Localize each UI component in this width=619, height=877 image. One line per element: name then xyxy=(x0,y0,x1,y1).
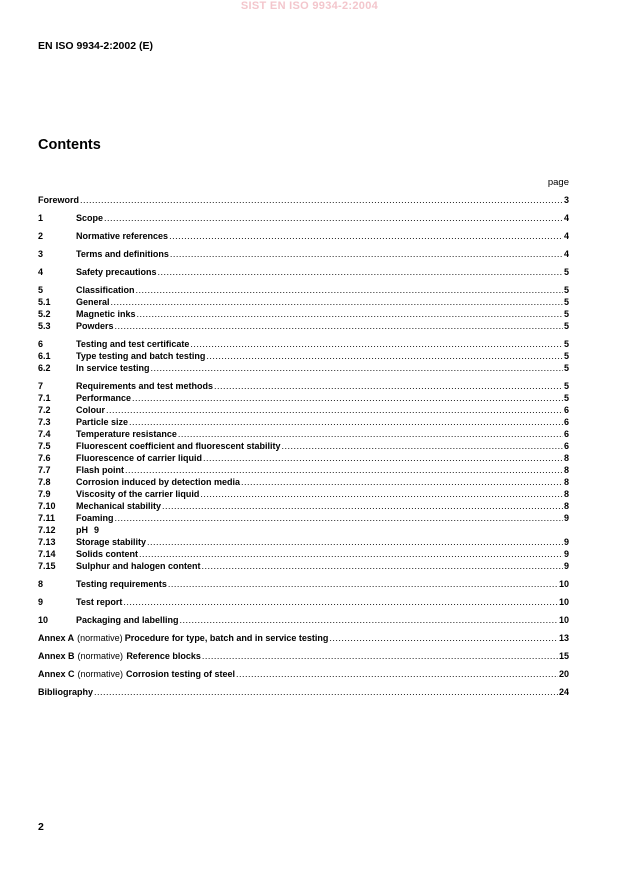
toc-entry-number: 7.6 xyxy=(38,453,51,463)
toc-entry-label: Test report xyxy=(76,597,123,607)
toc-entry-number: 2 xyxy=(38,231,44,241)
toc-entry-label: Testing and test certificate xyxy=(76,339,190,349)
toc-entry-label: Mechanical stability xyxy=(76,501,162,511)
toc-entry-label: Magnetic inks xyxy=(76,309,136,319)
toc-entry[interactable] xyxy=(38,362,569,374)
toc-entry-label: Corrosion testing of steel xyxy=(125,669,235,679)
table-of-contents xyxy=(38,194,569,698)
toc-leader-dots xyxy=(106,404,563,416)
toc-entry-normative: (normative) xyxy=(77,633,123,643)
toc-entry-label: Bibliography xyxy=(38,687,94,697)
toc-entry[interactable] xyxy=(38,248,569,260)
toc-entry-label: Packaging and labelling xyxy=(76,615,179,625)
toc-leader-dots xyxy=(151,362,563,374)
toc-entry[interactable] xyxy=(38,350,569,362)
toc-entry[interactable] xyxy=(38,524,569,536)
toc-entry-page: 10 xyxy=(558,615,569,625)
toc-entry[interactable] xyxy=(38,266,569,278)
toc-leader-dots xyxy=(202,560,563,572)
toc-entry-label: Scope xyxy=(76,213,104,223)
toc-leader-dots xyxy=(190,338,563,350)
toc-entry-number: 7.14 xyxy=(38,549,56,559)
toc-leader-dots xyxy=(111,296,563,308)
toc-entry-page: 6 xyxy=(563,441,569,451)
toc-entry-label: Testing requirements xyxy=(76,579,167,589)
toc-entry[interactable] xyxy=(38,416,569,428)
toc-entry-number: 6 xyxy=(38,339,44,349)
toc-entry-label: Foreword xyxy=(38,195,80,205)
toc-leader-dots xyxy=(123,596,558,608)
toc-entry-label: Sulphur and halogen content xyxy=(76,561,201,571)
toc-leader-dots xyxy=(236,668,558,680)
toc-entry-page: 6 xyxy=(563,417,569,427)
toc-entry-label: Foaming xyxy=(76,513,114,523)
toc-entry-page: 5 xyxy=(563,267,569,277)
toc-entry[interactable] xyxy=(38,212,569,224)
toc-entry-number: 1 xyxy=(38,213,44,223)
toc-leader-dots xyxy=(203,452,563,464)
toc-entry-label: Colour xyxy=(76,405,105,415)
toc-entry[interactable] xyxy=(38,296,569,308)
toc-entry-number: 7.1 xyxy=(38,393,51,403)
toc-leader-dots xyxy=(162,500,563,512)
toc-entry-number: 7.8 xyxy=(38,477,51,487)
toc-entry-label: Performance xyxy=(76,393,132,403)
toc-leader-dots xyxy=(180,614,558,626)
toc-entry-label: Reference blocks xyxy=(126,651,201,661)
toc-entry-page: 5 xyxy=(563,297,569,307)
toc-entry-label: Fluorescence of carrier liquid xyxy=(76,453,203,463)
toc-leader-dots xyxy=(136,284,563,296)
toc-entry[interactable] xyxy=(38,548,569,560)
toc-leader-dots xyxy=(170,248,563,260)
page-column-header: page xyxy=(547,177,569,188)
toc-entry-number: 3 xyxy=(38,249,44,259)
toc-entry-number: 6.1 xyxy=(38,351,51,361)
toc-leader-dots xyxy=(282,440,563,452)
toc-entry-label: Requirements and test methods xyxy=(76,381,214,391)
toc-entry[interactable] xyxy=(38,284,569,296)
toc-entry-page: 5 xyxy=(563,393,569,403)
toc-entry[interactable] xyxy=(38,320,569,332)
toc-entry-page: 10 xyxy=(558,597,569,607)
toc-entry-number: 7.3 xyxy=(38,417,51,427)
toc-entry-page: 6 xyxy=(563,429,569,439)
toc-entry-number: 5.3 xyxy=(38,321,51,331)
toc-entry-page: 4 xyxy=(563,231,569,241)
toc-entry-number: Annex C xyxy=(38,669,75,679)
toc-entry-number: 7.12 xyxy=(38,525,56,535)
toc-entry-number: 7.5 xyxy=(38,441,51,451)
toc-leader-dots xyxy=(169,230,563,242)
toc-leader-dots xyxy=(178,428,563,440)
toc-leader-dots xyxy=(241,476,563,488)
toc-entry[interactable] xyxy=(38,596,569,608)
toc-entry-page: 15 xyxy=(558,651,569,661)
toc-leader-dots xyxy=(214,380,563,392)
toc-entry-page: 9 xyxy=(563,537,569,547)
toc-entry-page: 24 xyxy=(558,687,569,697)
toc-leader-dots xyxy=(329,632,558,644)
toc-entry[interactable] xyxy=(38,464,569,476)
toc-entry-page: 6 xyxy=(563,405,569,415)
toc-leader-dots xyxy=(80,194,563,206)
toc-entry-page: 9 xyxy=(563,513,569,523)
toc-entry[interactable] xyxy=(38,380,569,392)
toc-entry[interactable] xyxy=(38,632,569,644)
toc-entry-number: 7.11 xyxy=(38,513,56,523)
toc-entry-label: Corrosion induced by detection media xyxy=(76,477,241,487)
toc-entry-label: Fluorescent coefficient and fluorescent stability xyxy=(76,441,281,451)
watermark: SIST EN ISO 9934-2:2004 xyxy=(240,0,379,12)
toc-entry[interactable] xyxy=(38,650,569,662)
toc-entry-number: 10 xyxy=(38,615,49,625)
toc-entry-page: 8 xyxy=(563,501,569,511)
toc-entry-label: Temperature resistance xyxy=(76,429,177,439)
toc-entry[interactable] xyxy=(38,686,569,698)
toc-leader-dots xyxy=(158,266,563,278)
toc-entry-number: 7.4 xyxy=(38,429,51,439)
toc-entry[interactable] xyxy=(38,338,569,350)
toc-entry-label: In service testing xyxy=(76,363,150,373)
toc-entry[interactable] xyxy=(38,500,569,512)
toc-leader-dots xyxy=(147,536,563,548)
toc-entry-label: General xyxy=(76,297,110,307)
toc-entry-page: 10 xyxy=(558,579,569,589)
toc-entry-label: Normative references xyxy=(76,231,169,241)
toc-entry-label: Powders xyxy=(76,321,114,331)
toc-entry-page: 9 xyxy=(563,561,569,571)
page-title: Contents xyxy=(38,137,101,153)
toc-entry-label: Procedure for type, batch and in service testing xyxy=(124,633,329,643)
toc-entry-page: 3 xyxy=(563,195,569,205)
toc-leader-dots xyxy=(137,308,563,320)
toc-entry[interactable] xyxy=(38,392,569,404)
toc-entry-page: 8 xyxy=(563,489,569,499)
toc-entry[interactable] xyxy=(38,488,569,500)
toc-leader-dots xyxy=(168,578,558,590)
toc-entry-label: Type testing and batch testing xyxy=(76,351,206,361)
toc-entry[interactable] xyxy=(38,614,569,626)
toc-entry-label: Viscosity of the carrier liquid xyxy=(76,489,200,499)
toc-entry-page: 5 xyxy=(563,351,569,361)
toc-entry[interactable] xyxy=(38,230,569,242)
toc-entry-label: Safety precautions xyxy=(76,267,157,277)
toc-entry-number: Annex A xyxy=(38,633,75,643)
toc-entry-number: 5.1 xyxy=(38,297,51,307)
toc-entry-number: 7.9 xyxy=(38,489,51,499)
toc-entry-label: Storage stability xyxy=(76,537,147,547)
toc-entry-page: 8 xyxy=(563,477,569,487)
toc-entry-page: 8 xyxy=(563,453,569,463)
toc-entry-label: Classification xyxy=(76,285,135,295)
toc-entry-number: Annex B xyxy=(38,651,75,661)
toc-leader-dots xyxy=(206,350,563,362)
toc-entry-page: 8 xyxy=(563,465,569,475)
toc-entry-page: 13 xyxy=(558,633,569,643)
toc-leader-dots xyxy=(132,392,563,404)
toc-entry-page: 20 xyxy=(558,669,569,679)
toc-entry-number: 5 xyxy=(38,285,44,295)
toc-entry[interactable] xyxy=(38,560,569,572)
toc-leader-dots xyxy=(200,488,563,500)
toc-entry-number: 5.2 xyxy=(38,309,51,319)
toc-entry-page: 5 xyxy=(563,309,569,319)
toc-entry-page: 5 xyxy=(563,339,569,349)
toc-entry-page: 9 xyxy=(94,525,100,535)
toc-entry[interactable] xyxy=(38,512,569,524)
toc-entry[interactable] xyxy=(38,428,569,440)
toc-leader-dots xyxy=(104,212,563,224)
toc-entry-label: Particle size xyxy=(76,417,129,427)
page-number: 2 xyxy=(38,821,44,833)
toc-entry[interactable] xyxy=(38,476,569,488)
toc-leader-dots xyxy=(202,650,558,662)
toc-entry-page: 5 xyxy=(563,381,569,391)
toc-entry[interactable] xyxy=(38,404,569,416)
toc-entry[interactable] xyxy=(38,308,569,320)
toc-entry-normative: (normative) xyxy=(77,669,124,679)
document-id: EN ISO 9934-2:2002 (E) xyxy=(38,40,153,52)
toc-entry[interactable] xyxy=(38,440,569,452)
toc-entry-page: 4 xyxy=(563,213,569,223)
toc-entry-number: 8 xyxy=(38,579,44,589)
toc-entry-number: 7.2 xyxy=(38,405,51,415)
toc-entry-label: Solids content xyxy=(76,549,139,559)
toc-entry[interactable] xyxy=(38,668,569,680)
toc-entry-label: pH xyxy=(76,525,88,535)
toc-entry-number: 7 xyxy=(38,381,44,391)
toc-entry[interactable] xyxy=(38,194,569,206)
toc-entry[interactable] xyxy=(38,578,569,590)
toc-leader-dots xyxy=(125,464,563,476)
toc-entry[interactable] xyxy=(38,536,569,548)
toc-leader-dots xyxy=(115,512,563,524)
toc-entry-page: 9 xyxy=(563,549,569,559)
toc-entry-number: 7.7 xyxy=(38,465,51,475)
toc-leader-dots xyxy=(115,320,563,332)
toc-leader-dots xyxy=(129,416,563,428)
toc-entry-number: 9 xyxy=(38,597,44,607)
toc-leader-dots xyxy=(94,686,558,698)
toc-entry-page: 5 xyxy=(563,363,569,373)
toc-entry-label: Terms and definitions xyxy=(76,249,169,259)
toc-entry-normative: (normative) xyxy=(77,651,124,661)
toc-entry[interactable] xyxy=(38,452,569,464)
toc-entry-page: 5 xyxy=(563,285,569,295)
toc-entry-page: 4 xyxy=(563,249,569,259)
toc-entry-number: 7.10 xyxy=(38,501,56,511)
toc-entry-number: 4 xyxy=(38,267,44,277)
toc-entry-number: 7.15 xyxy=(38,561,56,571)
toc-entry-number: 7.13 xyxy=(38,537,56,547)
toc-entry-page: 5 xyxy=(563,321,569,331)
toc-entry-label: Flash point xyxy=(76,465,124,475)
toc-leader-dots xyxy=(139,548,563,560)
toc-entry-number: 6.2 xyxy=(38,363,51,373)
